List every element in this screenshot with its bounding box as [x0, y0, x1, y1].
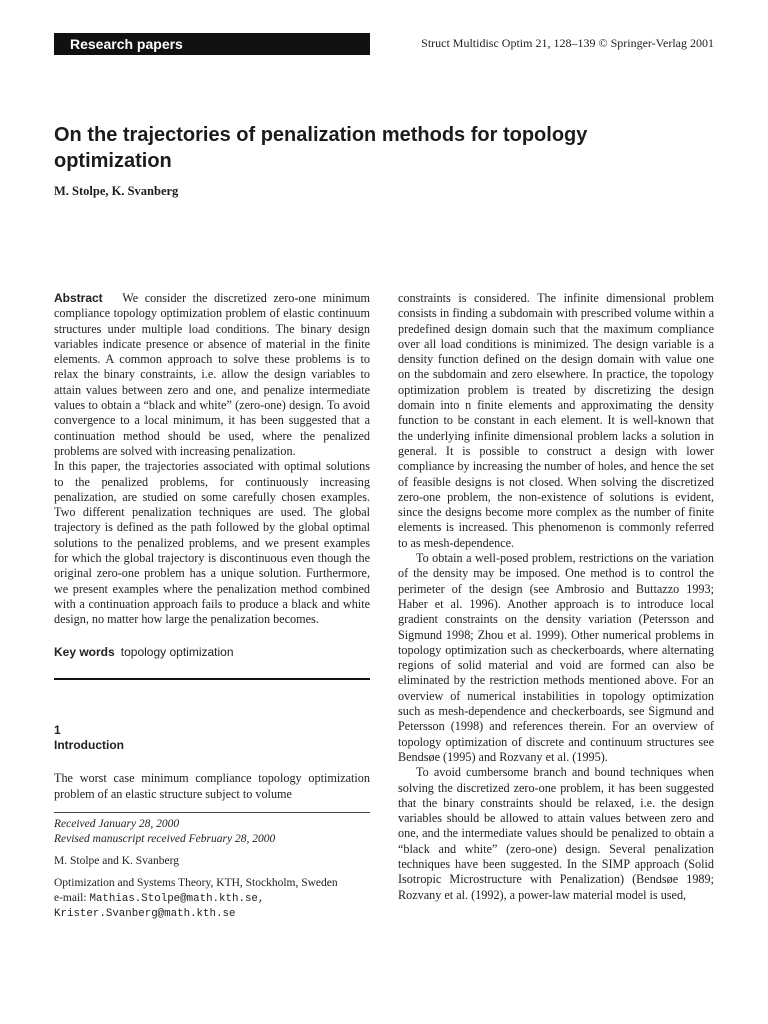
paper-title: On the trajectories of penalization methods for topology optimization: [54, 124, 588, 172]
intro-paragraph-2: To obtain a well-posed problem, restrictions on the variation of the density may be imposed. One method is to control the perimeter of the design (see Ambrosio and Buttazzo 1993; Haber et al. 1996). Another approach is to introduce local gradient constraints on the density variation (Petersson and Sigmund 1998; Zhou et al. 1999). Other numerical problems in topology optimization such as checkerboards, where alternating regions of solid material and void are formed can also be eliminated by the restriction methods mentioned above. For an overview of numerical instabilities in topology optimization such as mesh-dependence and checkerboards, see Sigmund and Petersson (1998) and references therein. For an overview of topology optimization of discrete and continuum structures see Bendsøe (1995) and Rozvany et al. (1995).: [398, 551, 714, 764]
section-number: 1: [54, 722, 61, 737]
abstract-text-1: We consider the discretized zero-one minimum compliance topology optimization problem of elastic continuum structures under multiple load conditions. The binary design variables indicate presence or absence of material in the finite elements. A common approach to solve these problems is to relax the binary constraints, i.e. allow the design variables to attain values between zero and one, and penalize intermediate values to obtain a “black and white” (zero-one) design. To avoid convergence to a local minimum, it has been suggested that a continuation method should be used, where the penalized problems are solved with increasing penalization.: [54, 291, 370, 458]
email-line: [54, 891, 370, 907]
footnote-rule: [54, 812, 370, 813]
section-banner: Research papers: [54, 33, 370, 55]
abstract-label: Abstract: [54, 291, 103, 305]
affiliation: Optimization and Systems Theory, KTH, Stockholm, Sweden: [54, 877, 338, 890]
footnote: [54, 817, 370, 922]
footnote-authors: M. Stolpe and K. Svanberg: [54, 855, 180, 868]
right-column: [398, 291, 714, 903]
keywords-text: topology optimization: [120, 644, 234, 659]
email-label: e-mail:: [54, 892, 90, 905]
intro-paragraph-3: To avoid cumbersome branch and bound techniques when solving the discretized zero-one problem, it has been suggested that the binary constraints should be relaxed, i.e. the design variables should be allowed to attain values between zero and one, and the intermediate values should be penalized to obtain a “black and white” (zero-one) design. Several penalization techniques have been suggested. In the SIMP approach (Solid Isotropic Microstructure with Penalization) (Bendsøe 1989; Rozvany et al. (1992), a power-law material model is used,: [398, 765, 714, 902]
divider-rule: [54, 678, 370, 680]
journal-reference: Struct Multidisc Optim 21, 128–139 © Springer-Verlag 2001: [421, 36, 714, 50]
intro-paragraph-1: The worst case minimum compliance topology optimization problem of an elastic structure subject to volume: [54, 771, 370, 801]
email-svanberg[interactable]: Krister.Svanberg@math.kth.se: [54, 908, 236, 921]
email-stolpe[interactable]: Mathias.Stolpe@math.kth.se,: [89, 893, 265, 906]
received-date: Received January 28, 2000: [54, 818, 180, 831]
section-heading: Introduction: [54, 738, 124, 753]
keywords-label: Key words: [54, 644, 115, 659]
left-column: [54, 291, 370, 922]
abstract-paragraph-1: [54, 291, 370, 459]
paper-authors: M. Stolpe, K. Svanberg: [54, 184, 179, 198]
revised-date: Revised manuscript received February 28, 2000: [54, 833, 276, 846]
intro-paragraph-1-cont: constraints is considered. The infinite dimensional problem consists in finding a subdomain with prescribed volume within a predefined design domain such that the maximum compliance over all load conditions is minimized. The design variable is a density function defined on the design domain with value one on the subdomain and zero elsewhere. In practice, the topology optimization problem is treated by discretizing the design domain into n finite elements and approximating the density function to be constant in each element. It is well-known that the underlying infinite dimensional problem lacks a solution in general. It is possible to construct a design with lower compliance by increasing the number of holes, and hence the set of feasible designs is not closed. When solving the discretized zero-one problem, the non-existence of solutions is evident, since the designs become more complex as the number of finite elements is increased. This phenomenon is commonly referred to as mesh-dependence.: [398, 291, 714, 550]
keywords: [54, 645, 370, 660]
abstract-paragraph-2: In this paper, the trajectories associated with optimal solutions to the penalized problems, for continuously increasing penalization, are studied on some carefully chosen examples. Two different penalization techniques are used. The global trajectory is defined as the path followed by the global optimal solutions to the penalized problems, and we present examples for which the global trajectory is discontinuous even though the original zero-one problem has a unique solution. Furthermore, we present examples where the penalization method combined with a continuation approach fails to produce a black and white design, no matter how large the penalization becomes.: [54, 459, 370, 627]
